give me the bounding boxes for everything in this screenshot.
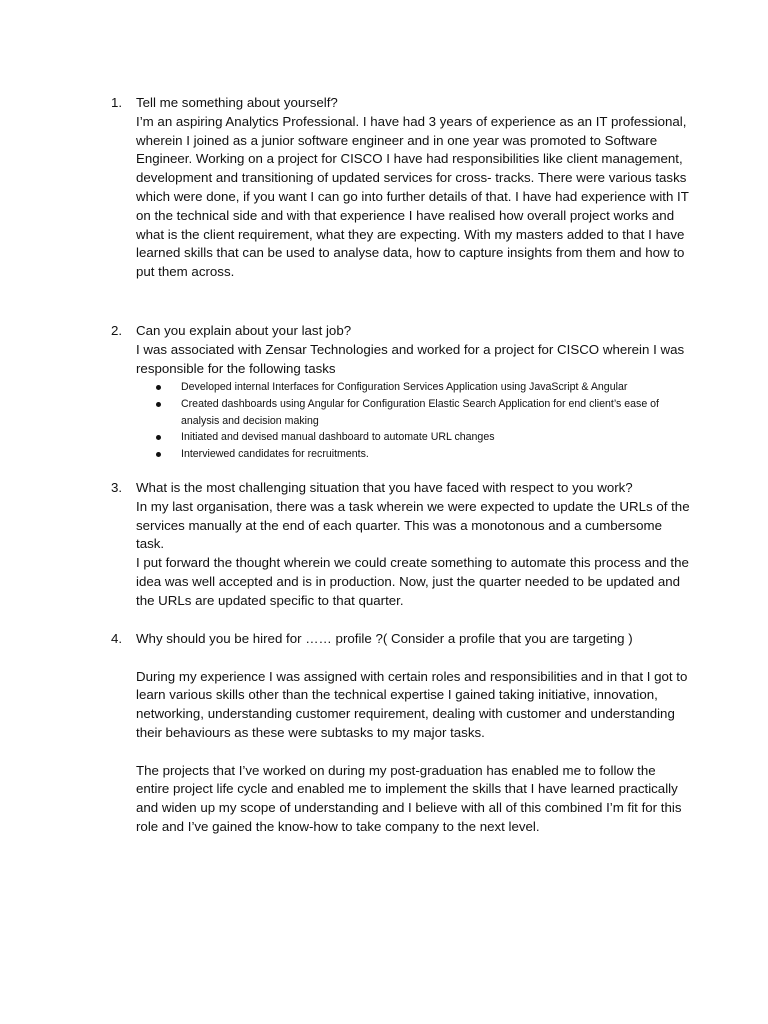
question-block-3	[111, 479, 691, 611]
question-text: Can you explain about your last job?	[136, 323, 352, 338]
list-item-text: Interviewed candidates for recruitments.	[181, 447, 369, 460]
task-bullet-list	[136, 379, 691, 462]
answer-block	[136, 113, 691, 282]
bullet-icon	[156, 452, 161, 457]
question-number: 4.	[111, 631, 123, 646]
answer-paragraph: The projects that I’ve worked on during my post-graduation has enabled me to follow the entire project life cycle and enabled me to implement the skills that I have learned practically and widen up my scope of understanding and I believe with all of this combined I’m fit for this role and I’ve gained the know-how to take company to the next level.	[136, 762, 682, 834]
question-row	[111, 322, 691, 341]
question-block-2	[111, 322, 691, 462]
list-item	[181, 446, 691, 463]
question-row	[111, 479, 691, 498]
question-number: 2.	[111, 323, 123, 338]
list-item-text: Created dashboards using Angular for Configuration Elastic Search Application for end client’s ease of analysis and decision making	[181, 397, 659, 427]
list-item-text: Initiated and devised manual dashboard to automate URL changes	[181, 431, 495, 444]
paragraph-spacer	[136, 649, 691, 668]
question-block-1	[111, 94, 691, 282]
answer-paragraph: I was associated with Zensar Technologies and worked for a project for CISCO wherein I was responsible for the following tasks	[136, 341, 685, 376]
answer-paragraph: I put forward the thought wherein we could create something to automate this process and the idea was well accepted and is in production. Now, just the quarter needed to be updated and the URLs are updated specific to that quarter.	[136, 555, 689, 608]
question-row	[111, 630, 691, 649]
question-row	[111, 94, 691, 113]
bullet-icon	[156, 385, 161, 390]
list-item-text: Developed internal Interfaces for Configuration Services Application using JavaScript & Angular	[181, 381, 628, 394]
question-number: 1.	[111, 95, 123, 110]
list-item	[181, 379, 691, 396]
bullet-icon	[156, 402, 161, 407]
question-text: Tell me something about yourself?	[136, 95, 338, 110]
question-block-4	[111, 630, 691, 837]
bullet-icon	[156, 435, 161, 440]
answer-paragraph: I’m an aspiring Analytics Professional. I have had 3 years of experience as an IT professional, wherein I joined as a junior software engineer and in one year was promoted to Software Engineer. Working on a project for CISCO I have had responsibilities like client management, development and transitioning of updated services for cross- tracks. There were various tasks which were done, if you want I can go into further details of that. I have had experience with IT on the technical side and with that experience I have realised how overall project works and what is the client requirement, what they are expecting. With my masters added to that I have learned skills that can be used to analyse data, how to capture insights from them and how to put them across.	[136, 113, 689, 280]
list-item	[181, 429, 691, 446]
question-text: Why should you be hired for …… profile ?( Consider a profile that you are targeting )	[136, 631, 633, 646]
answer-paragraph: During my experience I was assigned with certain roles and responsibilities and in that I got to learn various skills other than the technical expertise I gained taking initiative, innovation, networking, understanding customer requirement, dealing with customer and understanding their behaviours as these were subtasks to my major tasks.	[136, 668, 688, 740]
answer-block	[136, 498, 691, 611]
paragraph-spacer	[136, 743, 691, 762]
question-number: 3.	[111, 480, 123, 495]
answer-paragraph: In my last organisation, there was a task wherein we were expected to update the URLs of the services manually at the end of each quarter. This was a monotonous and a cumbersome task.	[136, 498, 690, 552]
answer-block	[136, 649, 691, 837]
answer-block	[136, 341, 691, 463]
question-text: What is the most challenging situation that you have faced with respect to you work?	[136, 480, 633, 495]
list-item	[181, 396, 691, 429]
